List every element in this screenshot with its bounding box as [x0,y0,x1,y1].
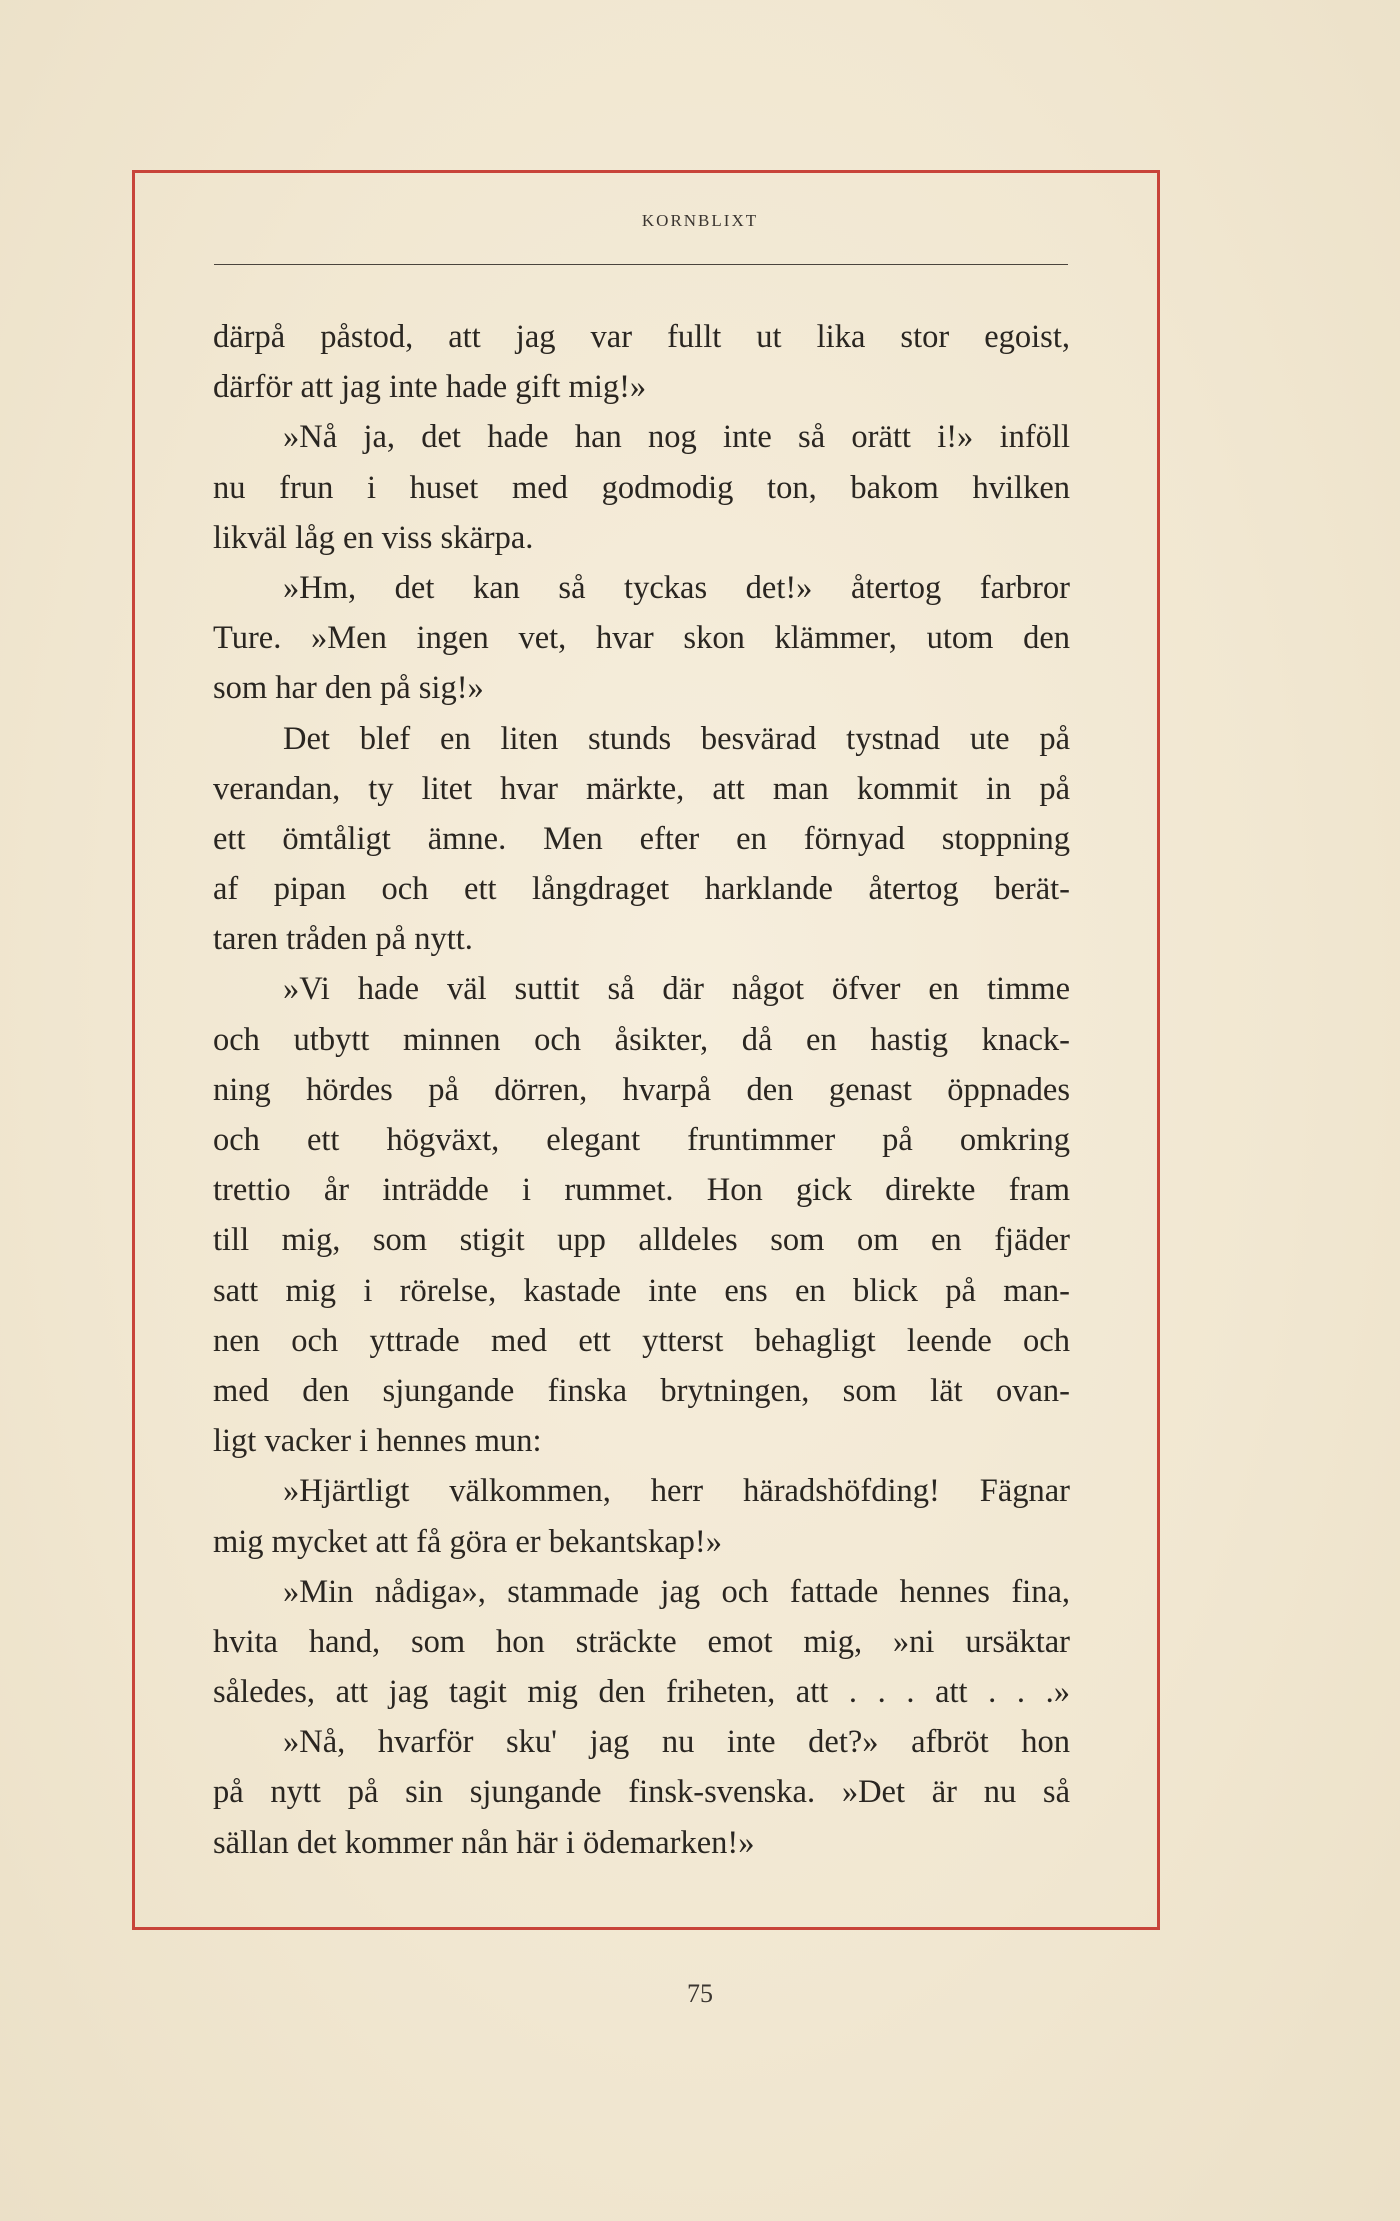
text-line: Ture. »Men ingen vet, hvar skon klämmer, utom den [213,620,1070,657]
text-line: som har den på sig!» [213,670,484,707]
text-line: »Nå ja, det hade han nog inte så orätt i!» inföll [283,419,1070,456]
text-line: och utbytt minnen och åsikter, då en hastig knack- [213,1021,1070,1058]
body-text [213,312,1070,1868]
text-line: hvita hand, som hon sträckte emot mig, »ni ursäktar [213,1623,1070,1660]
text-line: ning hördes på dörren, hvarpå den genast öppnades [213,1071,1070,1108]
text-line: med den sjungande finska brytningen, som lät ovan- [213,1372,1070,1409]
text-line: »Min nådiga», stammade jag och fattade hennes fina, [283,1573,1070,1610]
text-line: ligt vacker i hennes mun: [213,1423,542,1460]
text-line: således, att jag tagit mig den friheten, att . . . att . . .» [213,1674,1070,1711]
text-line: »Hjärtligt välkommen, herr häradshöfding! Fägnar [283,1473,1070,1510]
text-line: nen och yttrade med ett ytterst behagligt leende och [213,1322,1070,1359]
text-line: till mig, som stigit upp alldeles som om en fjäder [213,1222,1070,1259]
text-line: »Nå, hvarför sku' jag nu inte det?» afbröt hon [283,1724,1070,1761]
text-line: »Hm, det kan så tyckas det!» återtog farbror [283,569,1070,606]
text-line: därpå påstod, att jag var fullt ut lika stor egoist, [213,319,1070,355]
text-line: på nytt på sin sjungande finsk-svenska. »Det är nu så [213,1774,1070,1811]
text-line: därför att jag inte hade gift mig!» [213,369,647,406]
header-rule [214,264,1068,265]
text-line: nu frun i huset med godmodig ton, bakom hvilken [213,469,1070,506]
text-line: »Vi hade väl suttit så där något öfver en timme [283,971,1070,1008]
text-line: trettio år inträdde i rummet. Hon gick direkte fram [213,1172,1070,1209]
text-line: satt mig i rörelse, kastade inte ens en blick på man- [213,1272,1070,1309]
text-line: sällan det kommer nån här i ödemarken!» [213,1824,755,1861]
page-number: 75 [687,1979,713,2008]
text-line: Det blef en liten stunds besvärad tystnad ute på [283,720,1070,757]
text-line: verandan, ty litet hvar märkte, att man kommit in på [213,770,1070,807]
text-line: taren tråden på nytt. [213,921,473,958]
text-line: af pipan och ett långdraget harklande återtog berät- [213,871,1070,908]
text-line: ett ömtåligt ämne. Men efter en förnyad stoppning [213,820,1070,857]
text-line: och ett högväxt, elegant fruntimmer på omkring [213,1122,1070,1158]
running-title: KORNBLIXT [641,211,759,230]
text-line: mig mycket att få göra er bekantskap!» [213,1523,722,1560]
text-line: likväl låg en viss skärpa. [213,519,534,556]
